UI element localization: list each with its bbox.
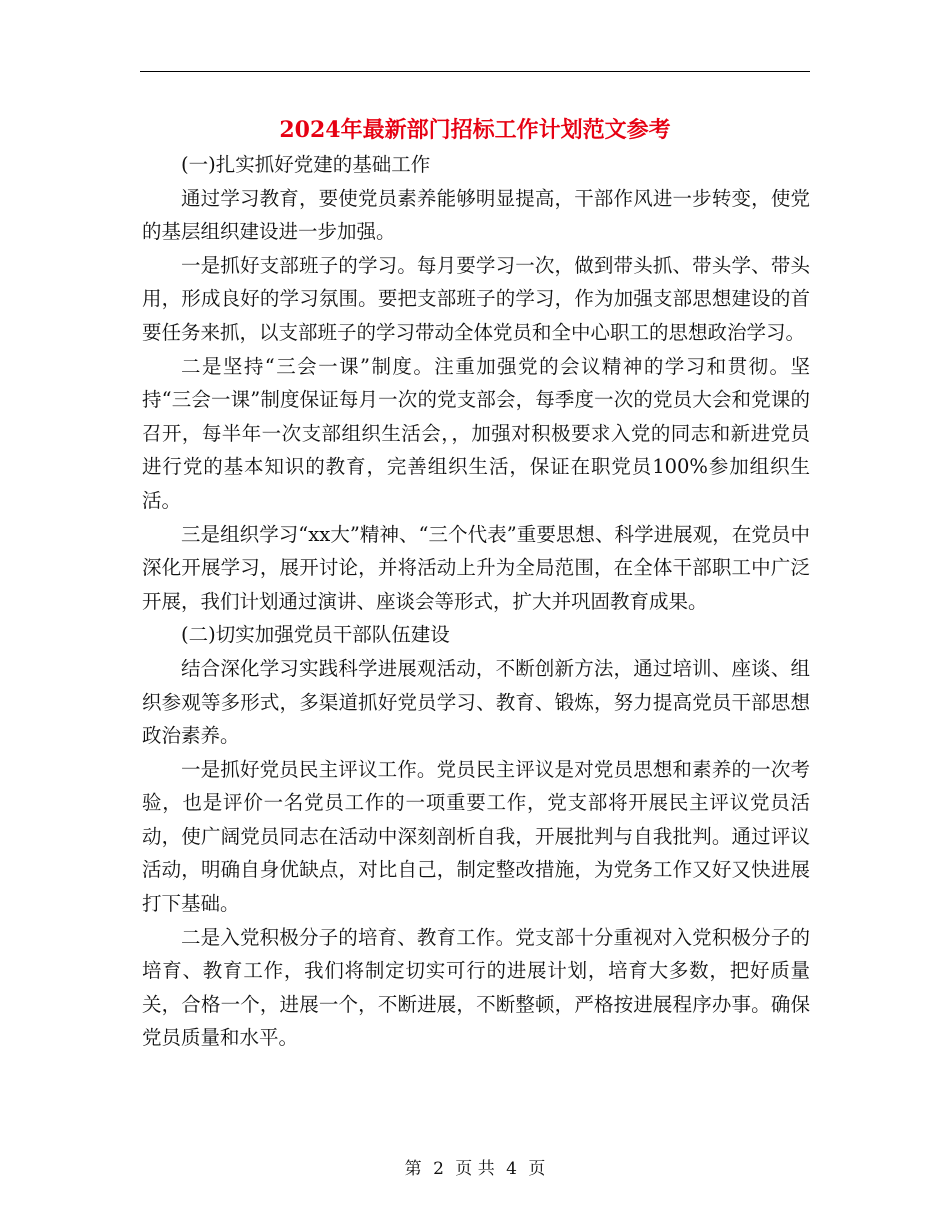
paragraph: 二是坚持“三会一课”制度。注重加强党的会议精神的学习和贯彻。坚持“三会一课”制度保证每月一次的党支部会，每季度一次的党员大会和党课的召开，每半年一次支部组织生活会，，加强对积极要求入党的同志和新进党员进行党的基本知识的教育，完善组织生活，保证在职党员100%参加组织生活。 [142, 354, 810, 512]
footer-page-number: 2 [433, 1159, 444, 1179]
header-rule [140, 71, 810, 72]
section-heading-2: (二)切实加强党员干部队伍建设 [181, 623, 450, 647]
paragraph: 三是组织学习“xx大”精神、“三个代表”重要思想、科学进展观，在党员中深化开展学习，展开讨论，并将活动上升为全局范围，在全体干部职工中广泛开展，我们计划通过演讲、座谈会等形式，扩大并巩固教育成果。 [142, 522, 810, 613]
paragraph: 一是抓好支部班子的学习。每月要学习一次，做到带头抓、带头学、带头用，形成良好的学习氛围。要把支部班子的学习，作为加强支部思想建设的首要任务来抓，以支部班子的学习带动全体党员和全中心职工的思想政治学习。 [142, 253, 810, 344]
document-body [142, 148, 810, 1055]
page-footer [140, 1154, 810, 1179]
paragraph: 二是入党积极分子的培育、教育工作。党支部十分重视对入党积极分子的培育、教育工作，我们将制定切实可行的进展计划，培育大多数，把好质量关，合格一个，进展一个，不断进展，不断整顿，严格按进展程序办事。确保党员质量和水平。 [142, 925, 810, 1050]
paragraph: 通过学习教育，要使党员素养能够明显提高，干部作风进一步转变，使党的基层组织建设进一步加强。 [142, 186, 810, 244]
footer-total-pages: 4 [506, 1159, 517, 1179]
section-heading-1: (一)扎实抓好党建的基础工作 [181, 153, 431, 176]
footer-suffix: 页 [528, 1159, 546, 1179]
document-title: 2024年最新部门招标工作计划范文参考 [279, 117, 671, 143]
paragraph: 一是抓好党员民主评议工作。党员民主评议是对党员思想和素养的一次考验，也是评价一名党员工作的一项重要工作，党支部将开展民主评议党员活动，使广阔党员同志在活动中深刻剖析自我，开展批判与自我批判。通过评议活动，明确自身优缺点，对比自己，制定整改措施，为党务工作又好又快进展打下基础。 [142, 757, 810, 916]
paragraph: 结合深化学习实践科学进展观活动，不断创新方法，通过培训、座谈、组织参观等多形式，多渠道抓好党员学习、教育、锻炼，努力提高党员干部思想政治素养。 [142, 656, 810, 748]
footer-prefix: 第 [404, 1159, 422, 1179]
footer-middle: 页 共 [455, 1159, 495, 1179]
